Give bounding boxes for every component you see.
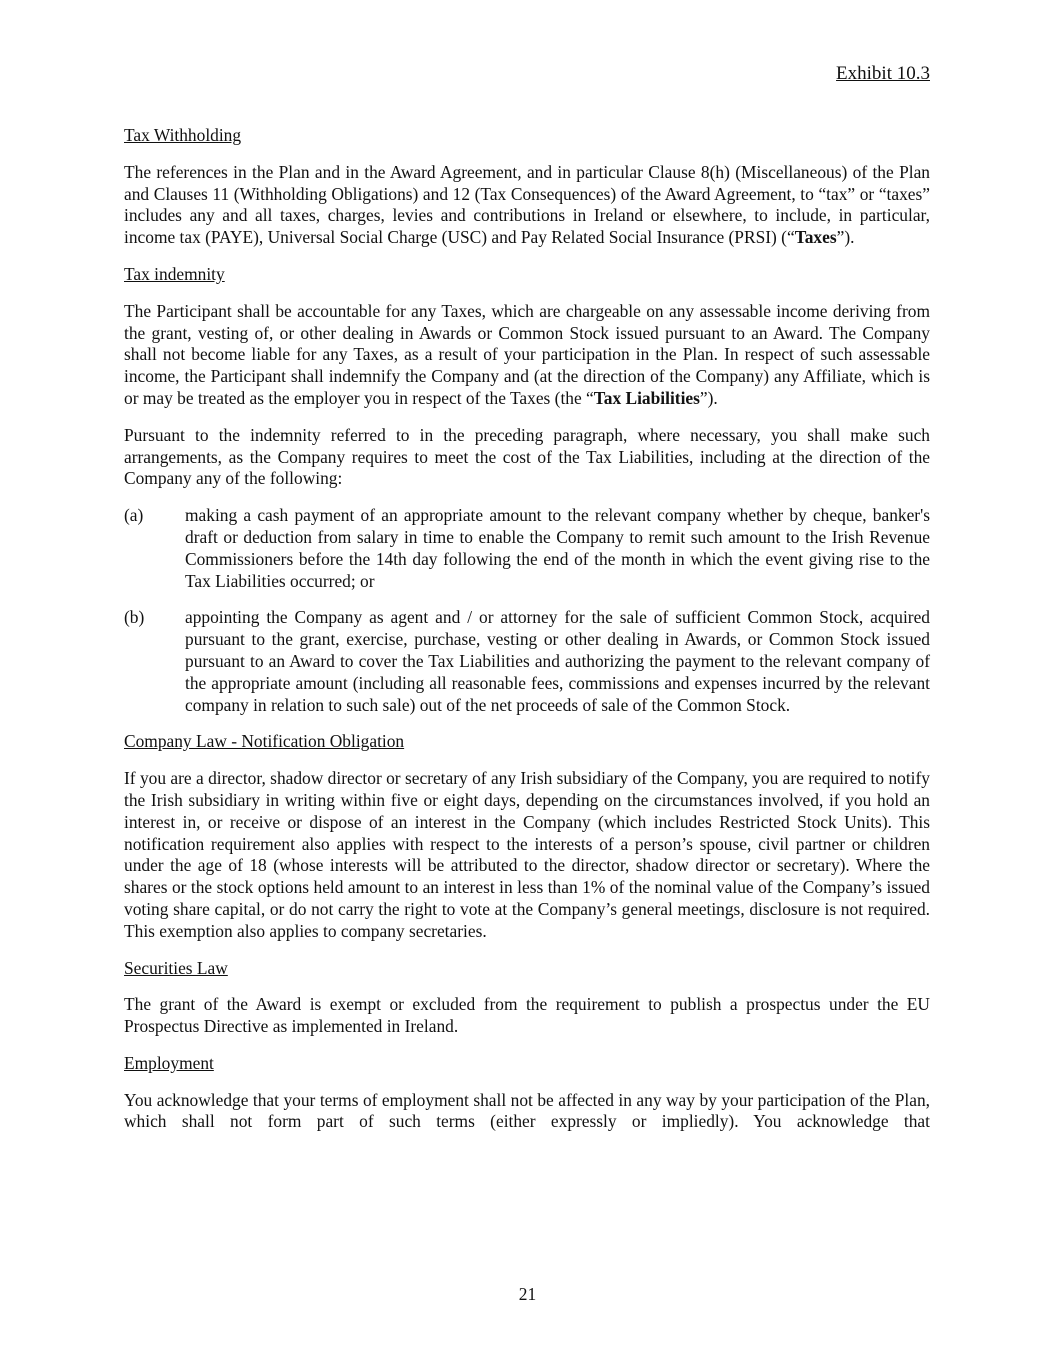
defined-term: Tax Liabilities [593,387,700,408]
text: The references in the Plan and in the Award Agreement, and in particular Clause 8(h) (Miscellaneous) of the Plan and Clauses 11 (Withholding Obligations) and 12 (Tax Consequences) of the Award Agreement, to “tax” or “taxes” includes any and all taxes, charges, levies and contributions in Ireland or elsewhere, to include, in particular, income tax (PAYE), Universal Social Charge (USC) and Pay Related Social Insurance (PRSI) (“ [124,161,930,248]
list-label: (a) [124,505,144,526]
heading-tax-withholding: Tax Withholding [124,125,242,145]
paragraph-securities-law: The grant of the Award is exempt or excluded from the requirement to publish a prospectus under the EU Prospectus Directive as implemented in Ireland. [124,994,930,1037]
paragraph-indemnity-arrangements: Pursuant to the indemnity referred to in the preceding paragraph, where necessary, you shall make such arrangements, as the Company requires to meet the cost of the Tax Liabilities, including at the direction of the Company any of the following: [124,424,930,489]
list-item [124,607,930,716]
list-label: (b) [124,607,145,628]
heading-tax-indemnity: Tax indemnity [124,263,225,284]
paragraph-tax-withholding [124,162,930,249]
paragraph-employment: You acknowledge that your terms of employment shall not be affected in any way by your participation of the Plan, which shall not form part of such terms (either expressly or impliedly). You acknowledge that [124,1089,930,1132]
paragraph-company-law: If you are a director, shadow director or secretary of any Irish subsidiary of the Company, you are required to notify the Irish subsidiary in writing within five or eight days, depending on the circumstances involved, if you hold an interest in, or receive or dispose of an interest in the Company (which includes Restricted Stock Units). This notification requirement also applies with respect to the interests of a person’s spouse, civil partner or children under the age of 18 (whose interests will be attributed to the director, shadow director or secretary). Where the shares or the stock options held amount to an interest in less than 1% of the nominal value of the Company’s issued voting share capital, or do not carry the right to vote at the Company’s general meetings, disclosure is not required. This exemption also applies to company secretaries. [124,768,930,941]
defined-term: Taxes [794,227,837,248]
document-body [124,125,930,1148]
text: The Participant shall be accountable for any Taxes, which are chargeable on any assessable income deriving from the grant, vesting of, or other dealing in Awards or Common Stock issued pursuant to an Award. The Company shall not become liable for any Taxes, as a result of your participation in the Plan. In respect of such assessable income, the Participant shall indemnify the Company and (at the direction of the Company) any Affiliate, which is or may be treated as the employer you in respect of the Taxes (the “ [124,300,930,408]
list-item [124,505,930,592]
heading-employment: Employment [124,1052,214,1073]
heading-company-law: Company Law - Notification Obligation [124,731,405,752]
list-text: appointing the Company as agent and / or attorney for the sale of sufficient Common Stock, acquired pursuant to the grant, exercise, purchase, vesting or other dealing in Awards, or Common Stock issued pursuant to an Award to cover the Tax Liabilities and authorizing the payment to the relevant company of the appropriate amount (including all reasonable fees, commissions and expenses incurred by the relevant company in relation to such sale) out of the net proceeds of sale of the Common Stock. [185,607,930,715]
text: ”). [836,227,855,248]
heading-securities-law: Securities Law [124,957,228,978]
paragraph-tax-indemnity [124,301,930,410]
page-number: 21 [518,1284,537,1304]
text: ”). [699,387,718,408]
list-text: making a cash payment of an appropriate amount to the relevant company whether by cheque, banker's draft or deduction from salary in time to enable the Company to remit such amount to the Irish Revenue Commissioners before the 14th day following the end of the month in which the event giving rise to the Tax Liabilities occurred; or [185,505,930,591]
exhibit-label: Exhibit 10.3 [836,63,930,84]
